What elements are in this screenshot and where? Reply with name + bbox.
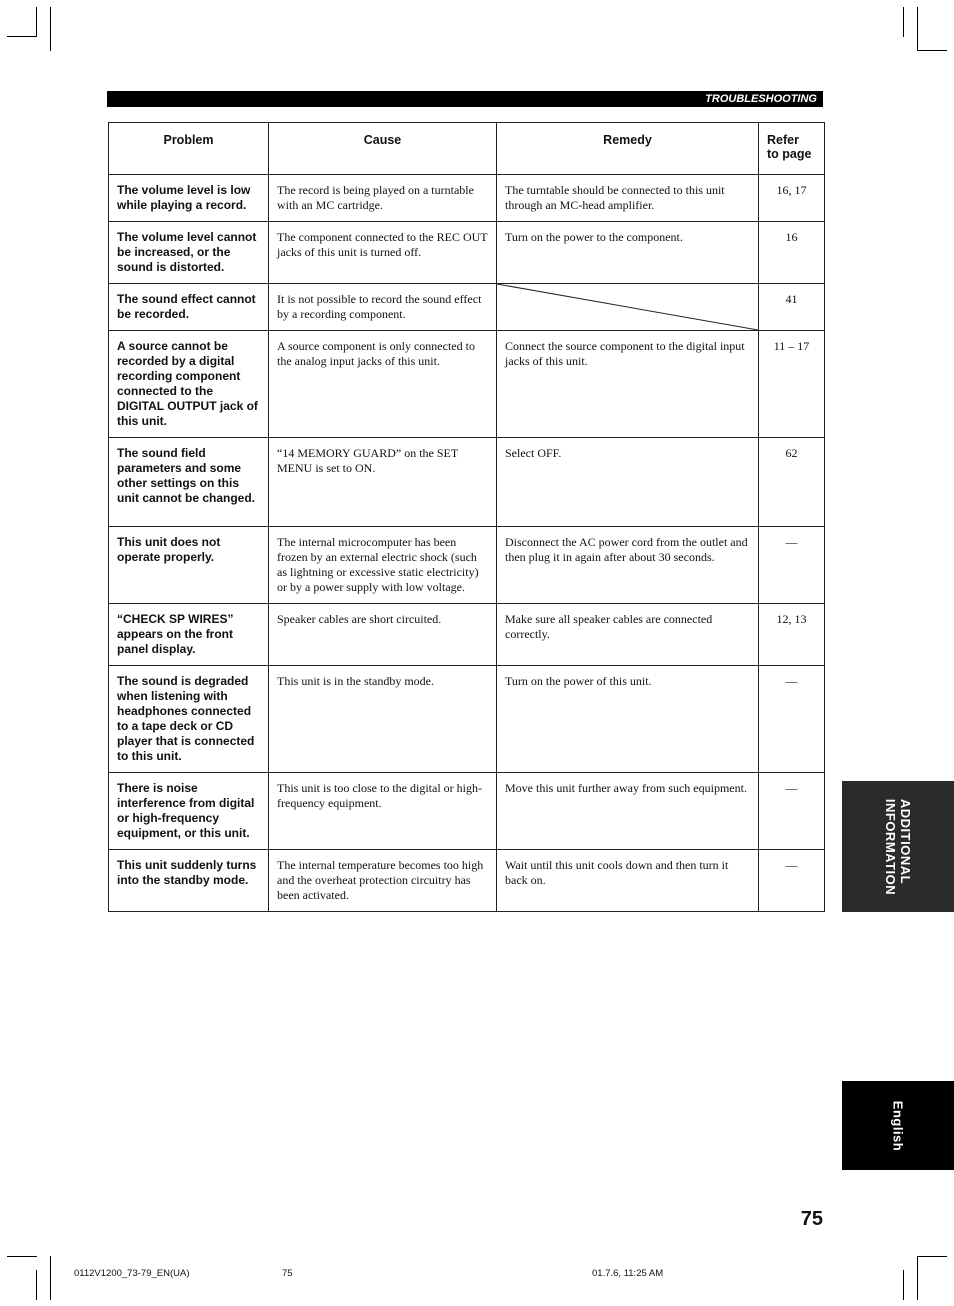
problem-cell: This unit does not operate properly. [109, 527, 269, 604]
table-row [109, 175, 825, 222]
footer-file: 0112V1200_73-79_EN(UA) [74, 1268, 190, 1279]
table-row [109, 527, 825, 604]
problem-cell: The sound effect cannot be recorded. [109, 284, 269, 331]
footer-timestamp: 01.7.6, 11:25 AM [592, 1268, 664, 1279]
empty-remedy-cell [497, 284, 759, 331]
cause-cell: The internal temperature becomes too high and the overheat protection circuitry has been activated. [269, 850, 497, 912]
remedy-cell: Wait until this unit cools down and then turn it back on. [497, 850, 759, 912]
remedy-cell: Move this unit further away from such equipment. [497, 773, 759, 850]
problem-cell: The sound is degraded when listening with headphones connected to a tape deck or CD player that is connected to this unit. [109, 666, 269, 773]
header-remedy: Remedy [497, 123, 759, 175]
problem-cell: “CHECK SP WIRES” appears on the front panel display. [109, 604, 269, 666]
header-refer-page [759, 123, 825, 175]
table-row [109, 850, 825, 912]
section-header: TROUBLESHOOTING [107, 91, 823, 107]
remedy-cell: Disconnect the AC power cord from the outlet and then plug it in again after about 30 seconds. [497, 527, 759, 604]
header-refer-line2: to page [767, 147, 812, 161]
problem-cell: The volume level is low while playing a record. [109, 175, 269, 222]
page-ref-cell: 16, 17 [759, 175, 825, 222]
diagonal-slash [497, 284, 758, 330]
page-ref-cell: — [759, 527, 825, 604]
cause-cell: “14 MEMORY GUARD” on the SET MENU is set to ON. [269, 438, 497, 527]
cause-cell: The internal microcomputer has been frozen by an external electric shock (such as lightning or excessive static electricity) or by a power supply with low voltage. [269, 527, 497, 604]
page-ref-cell: — [759, 773, 825, 850]
page-ref-cell: 16 [759, 222, 825, 284]
problem-cell: This unit suddenly turns into the standby mode. [109, 850, 269, 912]
cause-cell: A source component is only connected to the analog input jacks of this unit. [269, 331, 497, 438]
header-refer-line1: Refer [767, 133, 799, 147]
tab-label-line2: INFORMATION [883, 798, 898, 895]
page-ref-cell: 11 – 17 [759, 331, 825, 438]
problem-cell: A source cannot be recorded by a digital recording component connected to the DIGITAL OUTPUT jack of this unit. [109, 331, 269, 438]
cause-cell: This unit is in the standby mode. [269, 666, 497, 773]
page-number: 75 [800, 1208, 823, 1230]
additional-information-tab [842, 781, 954, 912]
header-cause: Cause [269, 123, 497, 175]
remedy-cell: Turn on the power to the component. [497, 222, 759, 284]
remedy-cell: Connect the source component to the digital input jacks of this unit. [497, 331, 759, 438]
language-tab [842, 1081, 954, 1170]
table-row [109, 666, 825, 773]
language-label: English [890, 1100, 906, 1151]
remedy-cell: The turntable should be connected to this unit through an MC-head amplifier. [497, 175, 759, 222]
page-ref-cell: — [759, 850, 825, 912]
footer-page: 75 [282, 1268, 293, 1279]
table-row [109, 331, 825, 438]
header-problem: Problem [109, 123, 269, 175]
problem-cell: The sound field parameters and some other settings on this unit cannot be changed. [109, 438, 269, 527]
table-row [109, 438, 825, 527]
table-header-row [109, 123, 825, 175]
table-row [109, 604, 825, 666]
tab-label-line1: ADDITIONAL [898, 798, 913, 884]
remedy-cell: Select OFF. [497, 438, 759, 527]
additional-information-label [883, 798, 913, 894]
page-ref-cell: 62 [759, 438, 825, 527]
remedy-cell: Turn on the power of this unit. [497, 666, 759, 773]
table-row [109, 773, 825, 850]
cause-cell: It is not possible to record the sound effect by a recording component. [269, 284, 497, 331]
troubleshooting-table [108, 122, 825, 912]
problem-cell: There is noise interference from digital or high-frequency equipment, or this unit. [109, 773, 269, 850]
page-ref-cell: 41 [759, 284, 825, 331]
cause-cell: This unit is too close to the digital or high-frequency equipment. [269, 773, 497, 850]
page-ref-cell: 12, 13 [759, 604, 825, 666]
problem-cell: The volume level cannot be increased, or the sound is distorted. [109, 222, 269, 284]
table-row [109, 222, 825, 284]
table-row [109, 284, 825, 331]
cause-cell: The component connected to the REC OUT jacks of this unit is turned off. [269, 222, 497, 284]
cause-cell: Speaker cables are short circuited. [269, 604, 497, 666]
page-ref-cell: — [759, 666, 825, 773]
cause-cell: The record is being played on a turntable with an MC cartridge. [269, 175, 497, 222]
remedy-cell: Make sure all speaker cables are connected correctly. [497, 604, 759, 666]
